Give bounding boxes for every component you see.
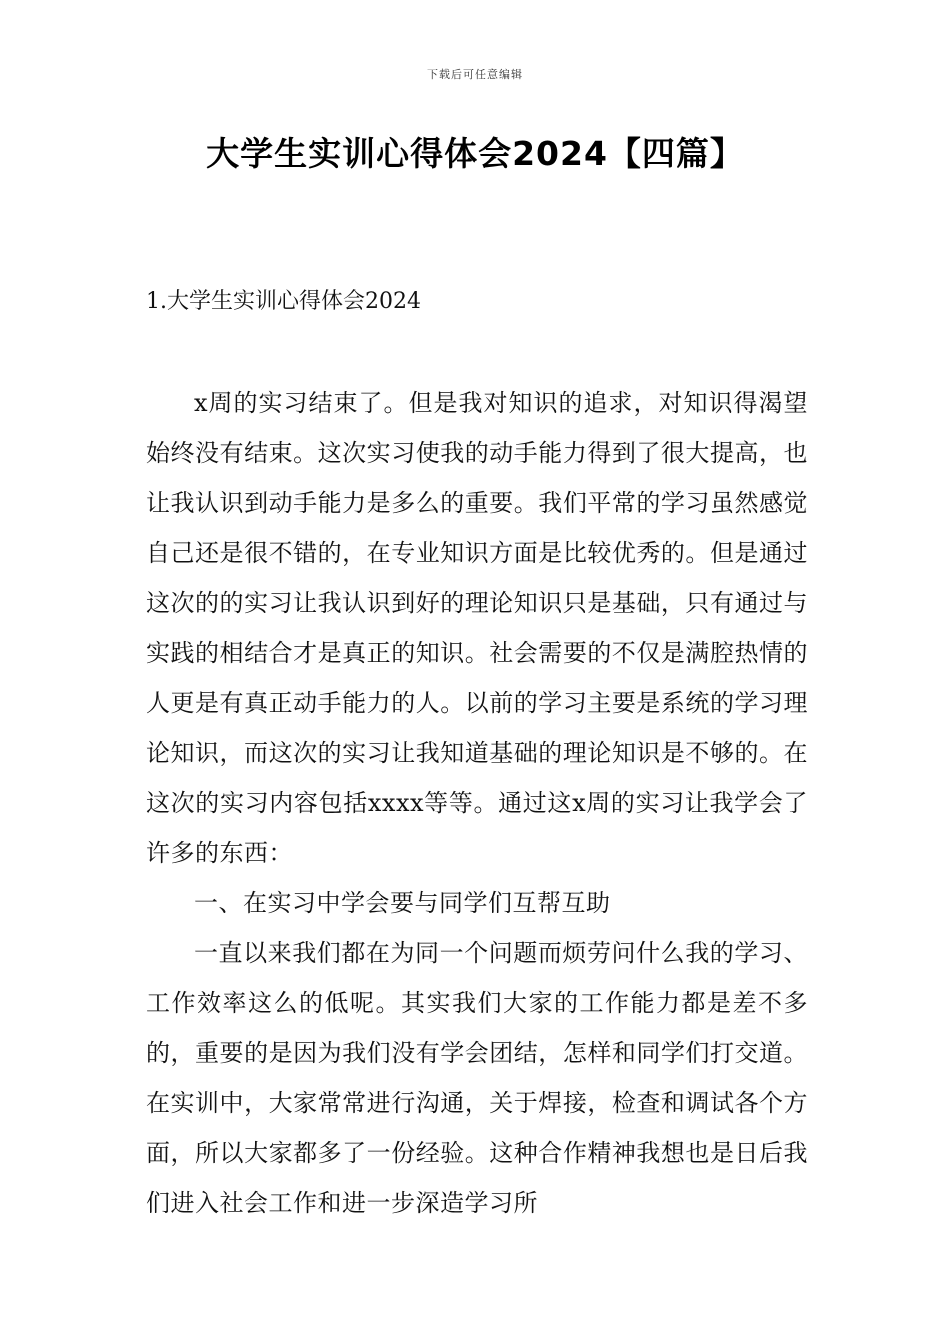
header-note: 下载后可任意编辑	[427, 68, 523, 81]
paragraph-1: x周的实习结束了。但是我对知识的追求，对知识得渴望始终没有结束。这次实习使我的动手能力得到了很大提高，也让我认识到动手能力是多么的重要。我们平常的学习虽然感觉自己还是很不错的，在专业知识方面是比较优秀的。但是通过这次的的实习让我认识到好的理论知识只是基础，只有通过与实践的相结合才是真正的知识。社会需要的不仅是满腔热情的人更是有真正动手能力的人。以前的学习主要是系统的学习理论知识，而这次的实习让我知道基础的理论知识是不够的。在这次的实习内容包括xxxx等等。通过这x周的实习让我学会了许多的东西：	[146, 389, 808, 867]
paragraph-3: 一直以来我们都在为同一个问题而烦劳问什么我的学习、工作效率这么的低呢。其实我们大家的工作能力都是差不多的，重要的是因为我们没有学会团结，怎样和同学们打交道。在实训中，大家常常进行沟通，关于焊接，检查和调试各个方面，所以大家都多了一份经验。这种合作精神我想也是日后我们进入社会工作和进一步深造学习所	[146, 939, 808, 1217]
document-body	[146, 378, 808, 1228]
document-title: 大学生实训心得体会2024【四篇】	[206, 134, 744, 173]
section-heading: 1.大学生实训心得体会2024	[146, 289, 421, 314]
paragraph-2-subheading: 一、在实习中学会要与同学们互帮互助	[194, 889, 611, 917]
